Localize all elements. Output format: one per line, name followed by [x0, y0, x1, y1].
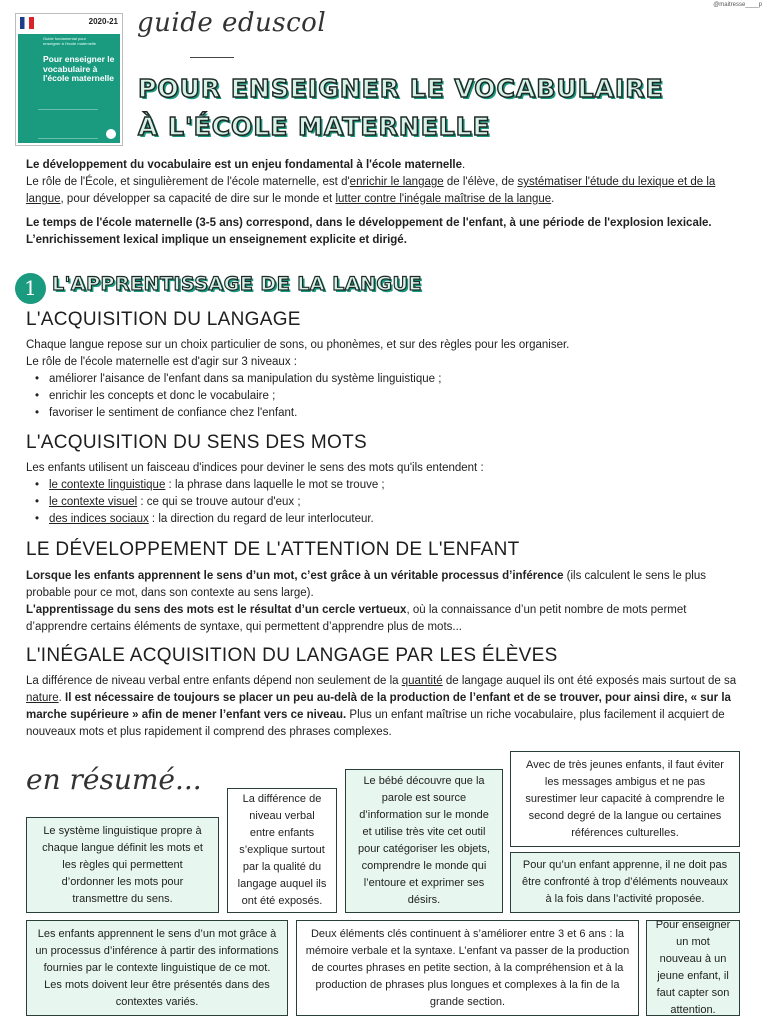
list-item: [49, 477, 742, 494]
title-underline: [190, 57, 234, 58]
sub3-p2-rest: , où la connaissance d’un petit nombre de mots permet d’apprendre certains éléments de syntaxe, qui permettent d’apprendre plus de mots...: [26, 604, 687, 633]
sub4-quantity: quantité: [401, 675, 443, 687]
cover-year: 2020-21: [88, 17, 118, 26]
sub4-bold: Il est nécessaire de toujours se placer un peu au-delà de la production de l’enfant et de se trouver, pour ainsi dire, « sur la marche supérieure » afin de mener l’enfant vers ce niveau.: [26, 692, 731, 721]
summary-box-3: Le bébé découvre que la parole est source d’information sur le monde et utilise très vite cet outil pour catégoriser les objets, comprendre le monde qui l’entoure et exprimer ses désirs.: [345, 769, 503, 913]
intro-p2-u2: systématiser l'étude du lexique et de la langue: [26, 176, 716, 205]
summary-box-5: Pour qu’un enfant apprenne, il ne doit pas être confronté à trop d’éléments nouveaux à la fois dans l’activité proposée.: [510, 852, 740, 913]
summary-box-4: Avec de très jeunes enfants, il faut éviter les messages ambigus et ne pas surestimer leur capacité à comprendre le second degré de la langue ou certaines références culturelles.: [510, 751, 740, 847]
sub4-b: de langage auquel ils ont été exposés mais surtout de sa: [442, 675, 737, 687]
cover-decoration: [38, 109, 98, 139]
subsection-title-1: L'ACQUISITION DU LANGAGE: [26, 309, 301, 330]
intro-p2-d: .: [551, 193, 555, 205]
intro-p2-a: Le rôle de l'École, et singulièrement de l'école maternelle, est d': [26, 176, 350, 188]
sub1-line1: Chaque langue repose sur un choix particulier de sons, ou phonèmes, et sur des règles pour les organiser.: [26, 339, 570, 351]
list-item: • favoriser le sentiment de confiance chez l'enfant.: [49, 405, 742, 422]
sub3-p1-bold: Lorsque les enfants apprennent le sens d’un mot, c’est grâce à un véritable processus d’inférence: [26, 570, 564, 582]
summary-box-2: La différence de niveau verbal entre enfants s’explique surtout par la qualité du langage auquel ils ont été exposés.: [227, 788, 337, 913]
clue-social-desc: : la direction du regard de leur interlocuteur.: [148, 513, 374, 525]
sub2-bullet-list: [26, 477, 742, 528]
sub4-nature: nature: [26, 692, 59, 704]
sub1-bullet-list: [26, 371, 742, 422]
summary-box-8: Pour enseigner un mot nouveau à un jeune enfant, il faut capter son attention.: [646, 920, 740, 1016]
summary-box-1: Le système linguistique propre à chaque langue définit les mots et les règles qui permettent d’ordonner les mots pour transmettre du sens.: [26, 817, 219, 913]
sub3-p2-bold: L'apprentissage du sens des mots est le résultat d’un cercle vertueux: [26, 604, 407, 616]
sub4-a: La différence de niveau verbal entre enfants dépend non seulement de la: [26, 675, 402, 687]
subsection-3-text: [26, 568, 742, 636]
page-title-line1: POUR ENSEIGNER LE VOCABULAIRE: [138, 74, 664, 103]
list-item: • améliorer l'aisance de l'enfant dans sa manipulation du système linguistique ;: [49, 371, 742, 388]
page-title: [138, 70, 664, 146]
intro-p2-b: de l'élève, de: [443, 176, 518, 188]
intro-p2-u1: enrichir le langage: [349, 176, 444, 188]
summary-box-7: Deux éléments clés continuent à s’améliorer entre 3 et 6 ans : la mémoire verbale et la syntaxe. L’enfant va passer de la production de courtes phrases en petite section, à la compréhension et à la production de phrases plus longues et complexes à la fin de la grande section.: [296, 920, 639, 1016]
clue-linguistic: le contexte linguistique: [49, 479, 166, 491]
list-item: [49, 511, 742, 528]
subsection-2-text: [26, 460, 742, 528]
list-item: • enrichir les concepts et donc le vocabulaire ;: [49, 388, 742, 405]
sub2-line1: Les enfants utilisent un faisceau d'indices pour deviner le sens des mots qu'ils entendent :: [26, 462, 484, 474]
intro-lead: Le développement du vocabulaire est un enjeu fondamental à l'école maternelle: [26, 159, 463, 171]
intro-p3: Le temps de l'école maternelle (3-5 ans) correspond, dans le développement de l'enfant, à une période de l'explosion lexicale. L’enrichissement lexical implique un enseignement explicite et dirigé.: [26, 217, 712, 246]
script-title: guide eduscol: [137, 8, 327, 38]
intro-text: [26, 157, 742, 249]
cover-header: [16, 14, 122, 33]
list-item: [49, 494, 742, 511]
sub3-p1-rest: (ils calculent le sens le plus probable pour ce mot, dans son contexte au sens large).: [26, 570, 707, 599]
section-number-badge: 1: [15, 273, 46, 304]
summary-title: en résumé...: [26, 763, 202, 796]
section-title: L'APPRENTISSAGE DE LA LANGUE: [52, 273, 422, 295]
subsection-1-text: [26, 337, 742, 422]
clue-linguistic-desc: : la phrase dans laquelle le mot se trouve ;: [165, 479, 385, 491]
subsection-title-2: L'ACQUISITION DU SENS DES MOTS: [26, 432, 367, 453]
subsection-title-3: LE DÉVELOPPEMENT DE L'ATTENTION DE L'ENFANT: [26, 539, 520, 560]
sub1-line2: Le rôle de l'école maternelle est d'agir sur 3 niveaux :: [26, 356, 297, 368]
seal-icon: [106, 129, 116, 139]
sub4-c: .: [58, 692, 65, 704]
page-title-line2: À L'ÉCOLE MATERNELLE: [138, 112, 491, 141]
intro-p2-c: , pour développer sa capacité de dire sur le monde et: [60, 193, 336, 205]
sub4-d: Plus un enfant maîtrise un riche vocabulaire, plus facilement il acquiert de nouveaux mots et plus rapidement il comprend des phrases complexes.: [26, 709, 725, 738]
clue-visual: le contexte visuel: [49, 496, 138, 508]
author-credit: @maitresse____p: [713, 2, 762, 8]
cover-subtitle: Guide fondamental pour enseigner à l'école maternelle: [43, 36, 97, 46]
guide-cover-thumbnail: [15, 13, 123, 146]
intro-p2-u3: lutter contre l'inégale maîtrise de la langue: [335, 193, 552, 205]
clue-social: des indices sociaux: [49, 513, 149, 525]
subsection-4-text: [26, 673, 742, 741]
intro-lead-end: .: [462, 159, 466, 171]
subsection-title-4: L'INÉGALE ACQUISITION DU LANGAGE PAR LES ÉLÈVES: [26, 645, 558, 666]
cover-title: Pour enseigner le vocabulaire à l'école maternelle: [43, 54, 115, 83]
clue-visual-desc: : ce qui se trouve autour d'eux ;: [137, 496, 301, 508]
summary-box-6: Les enfants apprennent le sens d’un mot grâce à un processus d’inférence à partir des informations fournies par le contexte linguistique de ce mot. Les mots doivent leur être présentés dans des contextes variés.: [26, 920, 288, 1016]
republic-logo-icon: [20, 17, 34, 29]
